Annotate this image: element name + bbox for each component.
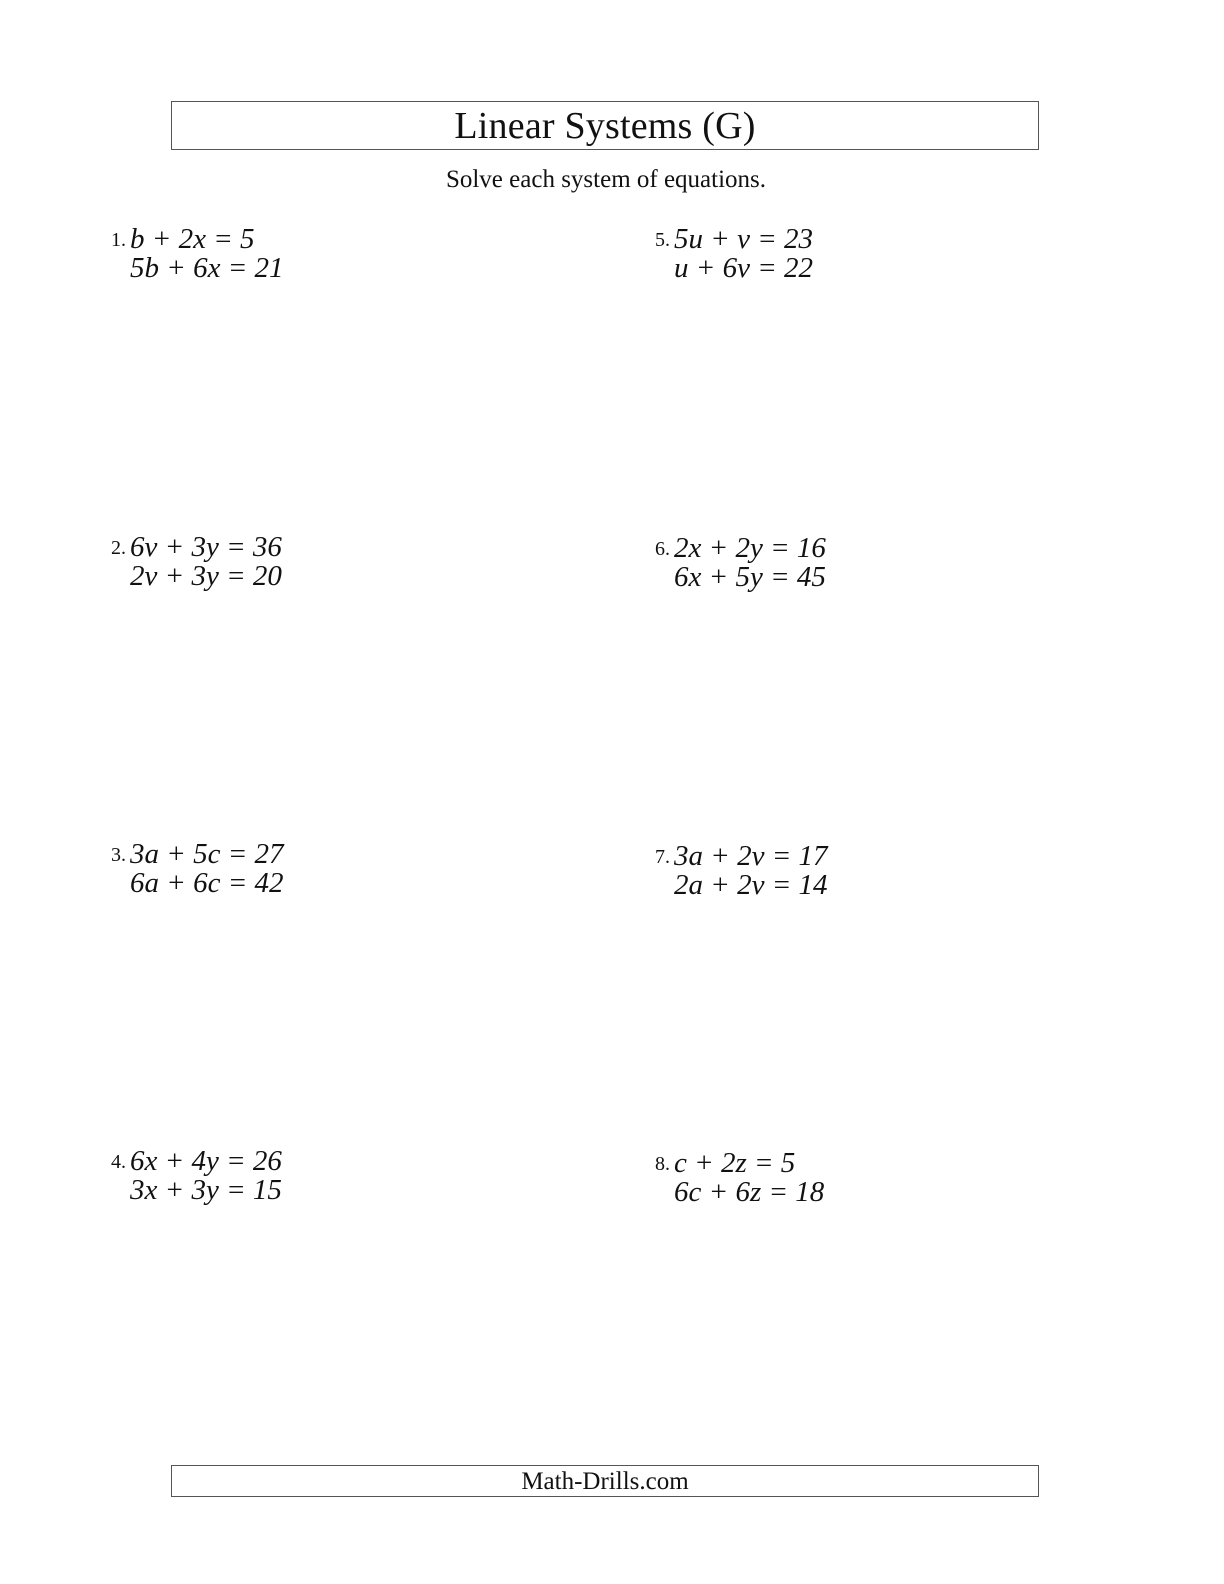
footer-text: Math-Drills.com xyxy=(521,1467,689,1495)
title-box xyxy=(171,101,1039,150)
equation-1: 3a + 2v = 17 xyxy=(674,840,828,872)
problem-7 xyxy=(644,838,1044,908)
problem-3 xyxy=(100,836,500,906)
problem-2 xyxy=(100,529,500,599)
equation-2: 6x + 5y = 45 xyxy=(674,561,826,593)
problem-number: 2. xyxy=(111,537,126,559)
problem-number: 4. xyxy=(111,1151,126,1173)
page-title: Linear Systems (G) xyxy=(454,104,756,147)
footer-box xyxy=(171,1465,1039,1497)
problem-number: 5. xyxy=(655,229,670,251)
problem-5 xyxy=(644,221,1044,291)
equation-1: b + 2x = 5 xyxy=(130,223,255,255)
equation-1: c + 2z = 5 xyxy=(674,1147,796,1179)
equation-2: 6a + 6c = 42 xyxy=(130,867,284,899)
problem-6 xyxy=(644,530,1044,600)
equation-2: 2a + 2v = 14 xyxy=(674,869,828,901)
equation-2: 2v + 3y = 20 xyxy=(130,560,282,592)
problem-number: 7. xyxy=(655,846,670,868)
problem-4 xyxy=(100,1143,500,1213)
problem-number: 1. xyxy=(111,229,126,251)
equation-2: 5b + 6x = 21 xyxy=(130,252,284,284)
equation-1: 5u + v = 23 xyxy=(674,223,814,255)
equation-1: 2x + 2y = 16 xyxy=(674,532,826,564)
equation-2: u + 6v = 22 xyxy=(674,252,814,284)
problem-1 xyxy=(100,221,500,291)
problem-number: 6. xyxy=(655,538,670,560)
instructions: Solve each system of equations. xyxy=(445,166,767,193)
problem-number: 8. xyxy=(655,1153,670,1175)
equation-1: 3a + 5c = 27 xyxy=(130,838,284,870)
problem-8 xyxy=(644,1145,1044,1215)
problem-number: 3. xyxy=(111,844,126,866)
equation-1: 6v + 3y = 36 xyxy=(130,531,282,563)
equation-2: 3x + 3y = 15 xyxy=(130,1174,282,1206)
equation-1: 6x + 4y = 26 xyxy=(130,1145,282,1177)
equation-2: 6c + 6z = 18 xyxy=(674,1176,825,1208)
